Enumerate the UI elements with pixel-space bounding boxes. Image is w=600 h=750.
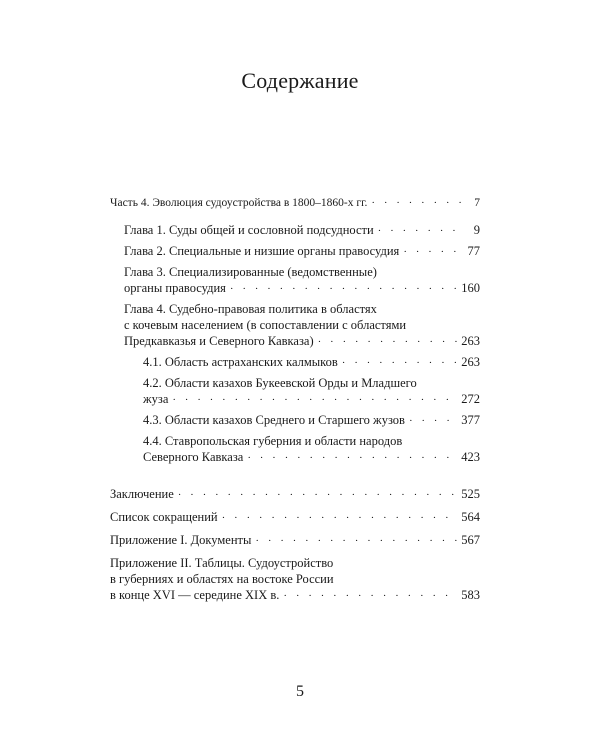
page-title: Содержание: [241, 68, 359, 93]
toc-entry-text: Список сокращений: [110, 510, 218, 524]
toc-entry-abbreviations[interactable]: [110, 509, 480, 526]
toc-entry-text: 4.4. Ставропольская губерния и области народов: [143, 434, 403, 448]
toc-entry-text: органы правосудия: [124, 281, 226, 295]
toc-entry-text: Глава 3. Специализированные (ведомственные): [124, 265, 377, 279]
toc-entry-text: 4.1. Область астраханских калмыков: [143, 355, 338, 369]
toc-entry-appendix-1[interactable]: [110, 532, 480, 549]
toc-entry-text: с кочевым населением (в сопоставлении с областями: [124, 318, 407, 332]
dot-leader: [342, 355, 457, 371]
toc-page-number: 423: [461, 450, 480, 464]
dot-leader: [222, 510, 458, 526]
toc-entry-text: Приложение I. Документы: [110, 533, 252, 547]
toc-entry-chapter-3[interactable]: [110, 264, 480, 297]
toc-page-number: 263: [461, 334, 480, 348]
toc-entry-section-4-3[interactable]: [110, 412, 480, 429]
dot-leader: [178, 487, 458, 503]
dot-leader: [172, 392, 457, 408]
toc-page-number: 583: [461, 588, 480, 602]
toc-entry-text: Предкавказья и Северного Кавказа): [124, 334, 314, 348]
toc-page-number: 77: [467, 244, 480, 258]
dot-leader: [255, 533, 457, 549]
dot-leader: [247, 450, 457, 466]
dot-leader: [283, 588, 457, 604]
toc-page-number: 7: [474, 197, 480, 209]
toc-page-number: 377: [461, 413, 480, 427]
toc-entry-text: Глава 2. Специальные и низшие органы правосудия: [124, 244, 400, 258]
toc-entry-chapter-2[interactable]: [110, 243, 480, 260]
dot-leader: [378, 223, 462, 239]
toc-entry-text: Северного Кавказа: [143, 450, 244, 464]
toc-entry-section-4-1[interactable]: [110, 354, 480, 371]
toc-entry-text: Приложение II. Таблицы. Судоустройство: [110, 556, 334, 570]
toc-entry-section-4-2[interactable]: [110, 375, 480, 408]
dot-leader: [230, 281, 457, 297]
toc-entry-conclusion[interactable]: [110, 486, 480, 503]
toc-entry-text: 4.2. Области казахов Букеевской Орды и Младшего: [143, 376, 417, 390]
dot-leader: [403, 244, 462, 260]
toc-page-number: 272: [461, 392, 480, 406]
toc-page-number: 160: [461, 281, 480, 295]
toc-entry-appendix-2[interactable]: [110, 555, 480, 604]
toc-entry-part-4[interactable]: [110, 195, 480, 211]
toc-entry-text: Заключение: [110, 487, 174, 501]
dot-leader: [318, 334, 458, 350]
table-of-contents: [110, 195, 480, 608]
toc-entry-text: Глава 1. Суды общей и сословной подсудности: [124, 223, 374, 237]
toc-entry-text: жуза: [143, 392, 169, 406]
toc-entry-text: 4.3. Области казахов Среднего и Старшего жузов: [143, 413, 405, 427]
toc-entry-chapter-4[interactable]: [110, 301, 480, 350]
toc-entry-text: в конце XVI — середине XIX в.: [110, 588, 280, 602]
toc-page-number: 525: [461, 487, 480, 501]
toc-page-number: 263: [461, 355, 480, 369]
dot-leader: [371, 195, 462, 211]
toc-entry-chapter-1[interactable]: [110, 222, 480, 239]
toc-entry-text: Часть 4. Эволюция судоустройства в 1800–1860-х гг.: [110, 197, 368, 209]
toc-page-number: 9: [473, 223, 480, 237]
dot-leader: [409, 413, 457, 429]
page-number: 5: [296, 683, 304, 700]
toc-page-number: 567: [461, 533, 480, 547]
toc-entry-text: в губерниях и областях на востоке России: [110, 572, 334, 586]
toc-page-number: 564: [461, 510, 480, 524]
toc-entry-section-4-4[interactable]: [110, 433, 480, 466]
toc-entry-text: Глава 4. Судебно-правовая политика в областях: [124, 302, 377, 316]
